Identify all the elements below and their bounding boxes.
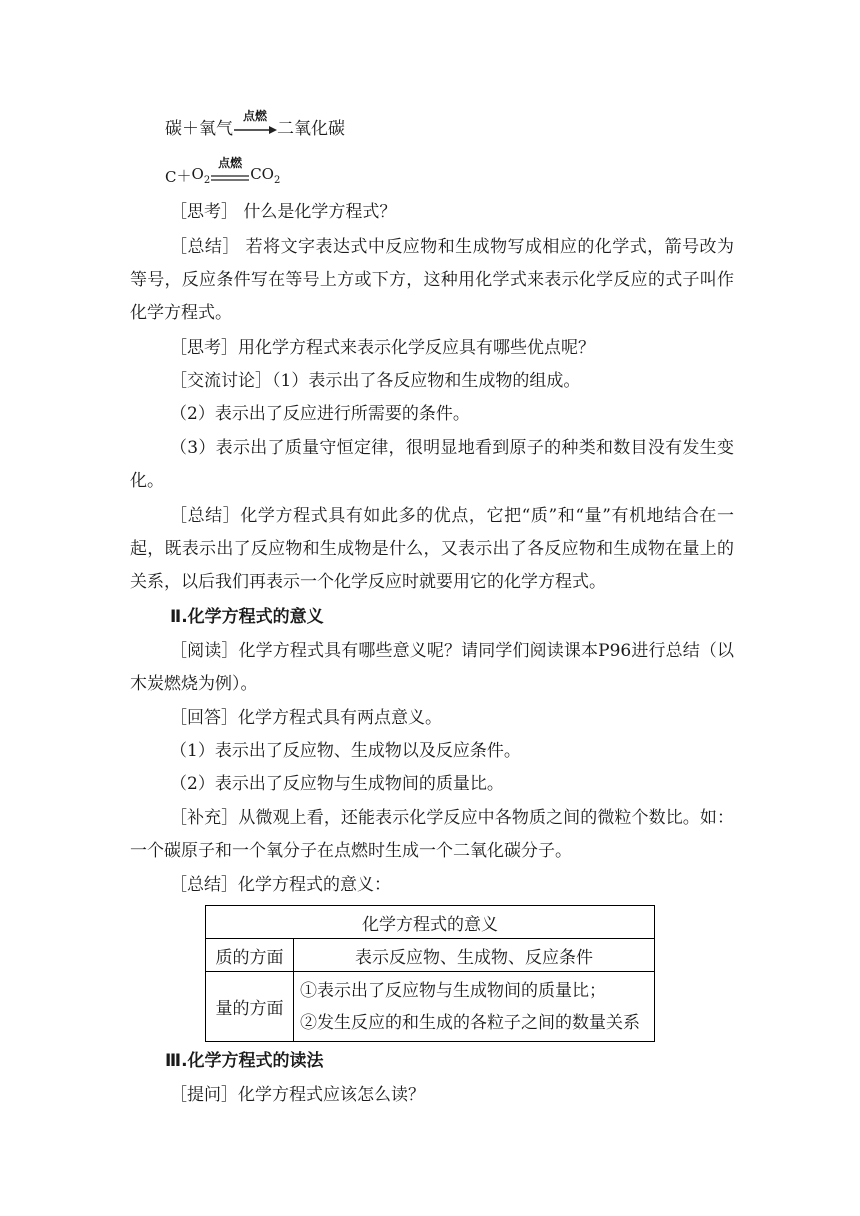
section-heading-3: Ⅲ.化学方程式的读法 (165, 1051, 324, 1071)
oxygen-subscript: 2 (203, 175, 211, 186)
reaction-condition: 点燃 (242, 109, 268, 123)
answer-line: ［回答］化学方程式具有两点意义。 (170, 708, 442, 728)
section-heading-2: Ⅱ.化学方程式的意义 (170, 607, 324, 627)
eq-product: 二氧化碳 (277, 119, 345, 139)
table-cell-line-1: ①表示出了反应物与生成物间的质量比； (300, 980, 606, 1001)
discussion-item-3: （3）表示出了质量守恒定律，很明显地看到原子的种类和数目没有发生变化。 (130, 438, 734, 491)
question-line: ［提问］化学方程式应该怎么读？ (170, 1085, 425, 1105)
table-row-label: 质的方面 (206, 939, 294, 972)
summary-paragraph-2: ［总结］化学方程式具有如此多的优点，它把“质”和“量”有机地结合在一起，既表示出了反应物和生成物是什么，又表示出了各反应物和生成物在量上的关系，以后我们再表示一个化学反应时就要用它的化学方程式。 (130, 506, 734, 592)
table-row-label: 量的方面 (206, 972, 294, 1042)
eq-reactant-oxygen: 氧气 (199, 119, 233, 139)
supplement-paragraph: ［补充］从微观上看，还能表示化学反应中各物质之间的微粒个数比。如：一个碳原子和一个氧分子在点燃时生成一个二氧化碳分子。 (130, 808, 734, 861)
table-cell (294, 972, 655, 1042)
reaction-arrow (233, 109, 277, 139)
meaning-table (205, 905, 655, 1042)
eq-formula-plus: ＋ (176, 167, 192, 185)
arrow-icon (233, 115, 277, 139)
reaction-equals (210, 156, 250, 186)
product-symbol: CO (250, 165, 274, 183)
think-question-1: ［思考］ 什么是化学方程式？ (170, 202, 397, 222)
discussion-item-2: （2）表示出了反应进行所需要的条件。 (170, 404, 470, 424)
product-subscript: 2 (273, 175, 281, 186)
word-equation (165, 109, 345, 139)
eq-formula-oxygen (192, 165, 211, 186)
discussion-item-1: ［交流讨论］（1）表示出了各反应物和生成物的组成。 (170, 371, 581, 391)
double-equals-icon (210, 164, 250, 186)
table-cell: 表示反应物、生成物、反应条件 (294, 939, 655, 972)
eq-plus-sign: ＋ (182, 119, 199, 139)
meaning-item-1: （1）表示出了反应物、生成物以及反应条件。 (170, 741, 521, 761)
eq-reactant-carbon: 碳 (165, 119, 182, 139)
meaning-item-2: （2）表示出了反应物与生成物间的质量比。 (170, 774, 504, 794)
formula-equation (165, 156, 281, 186)
reaction-condition: 点燃 (218, 156, 243, 170)
think-question-2: ［思考］用化学方程式来表示化学反应具有哪些优点呢？ (170, 338, 595, 358)
eq-formula-product (250, 165, 280, 186)
eq-formula-carbon: C (165, 168, 177, 186)
summary-line-3: ［总结］化学方程式的意义： (170, 875, 391, 895)
table-cell-line-2: ②发生反应的和生成的各粒子之间的数量关系 (300, 1012, 640, 1033)
oxygen-symbol: O (191, 165, 204, 183)
reading-paragraph: ［阅读］化学方程式具有哪些意义呢？请同学们阅读课本P96进行总结（以木炭燃烧为例）。 (130, 641, 734, 694)
summary-paragraph-1: ［总结］ 若将文字表达式中反应物和生成物写成相应的化学式，箭号改为等号，反应条件写在等号上方或下方，这种用化学式来表示化学反应的式子叫作化学方程式。 (130, 237, 734, 323)
table-title: 化学方程式的意义 (206, 906, 655, 939)
